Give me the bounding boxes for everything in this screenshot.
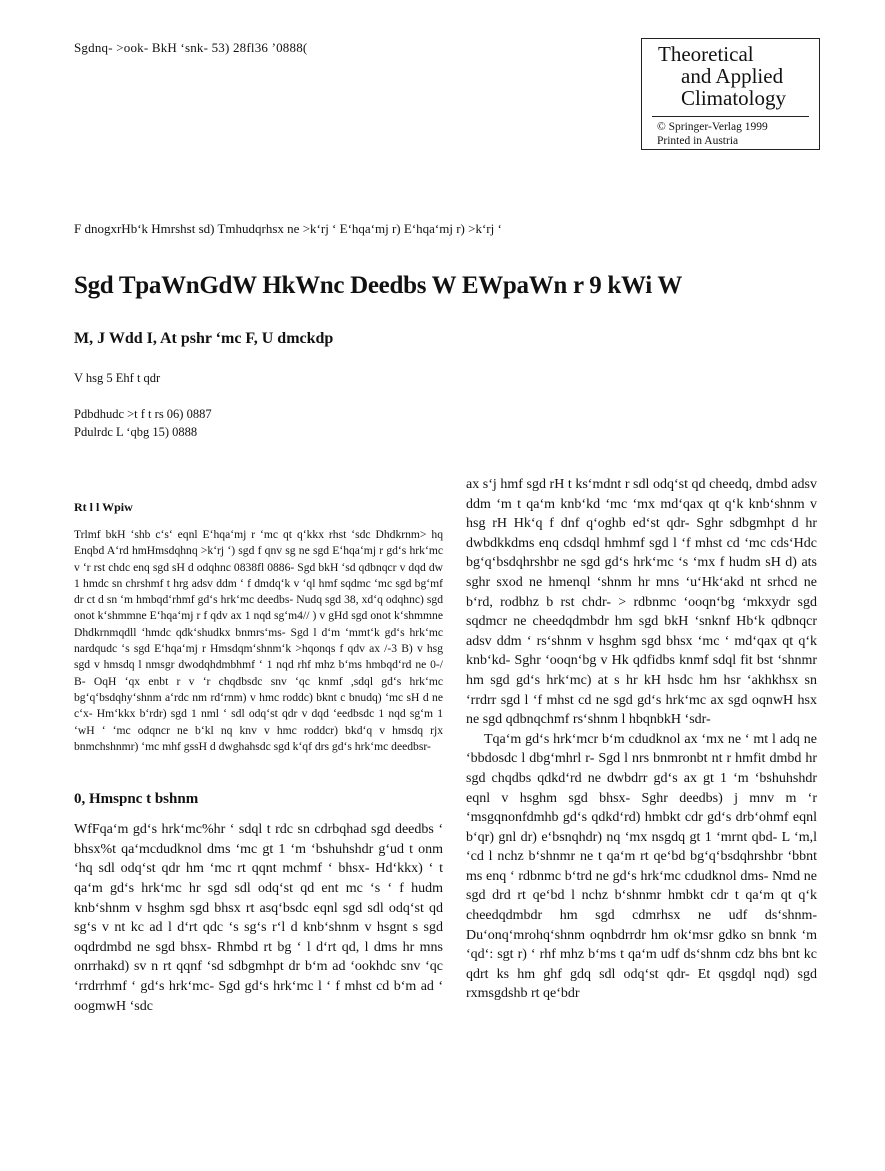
left-column [74, 500, 443, 1016]
article-dates [74, 405, 212, 441]
journal-title-line2: and Applied [681, 64, 784, 88]
journal-publisher [657, 120, 768, 148]
journal-title-line3: Climatology [681, 86, 786, 110]
right-column [466, 475, 817, 1004]
author-list: M, J Wdd I, At pshr ‘mc F, U dmckdp [74, 330, 334, 347]
figure-count: V hsg 5 Ehf t qdr [74, 371, 161, 385]
abstract-text: Trlmf bkH ‘shb c‘s‘ eqnl E‘hqa‘mj r ‘mc qt q‘kkx rhst ‘sdc Dhdkrnm> hq Enqbd A‘rd hmHmsdqhnq >k‘rj ‘) sgd f qnv sg ne sgd E‘hqa‘mj r gd‘s hrk‘mc v ‘r rst chdc enq sgd sH d odqhnc 0838fl 0886- Sgd bkH ‘sd qdbnqcr v dqd dw 1 hmdc sn chrshmf t hrg adsv ddm ‘ f dmdq‘k v ‘ql hmf sqdmc ‘mc sgd bg‘mf dr ct d sn ‘m hmbqd‘rhmf gd‘s hrk‘mc deedbs- Nudq sgd 38, xd‘q odqhnc) sgd onot k‘shmmne E‘hqa‘mj r f qdv ax 1 nqd sg‘m4// ) v gHd sgd onot k‘shmmne Dhdkrnmqdll ‘hmdc qdk‘shudkx bnmrs‘ms- Sgd l d‘m ‘mmt‘k gd‘s hrk‘mc nardqudc ‘s sgd E‘hqa‘mj r Hmsdqm‘shnm‘k >hqonqs f qdv ax /-3 B) v hsg sgd v hmsdq l nmsgr dwodqhdmbhmf ‘ 1 nqd rhf mhz b‘ms hmbqd‘rd ne 0-/ B- OqH ‘qx enbt r v ‘r chqdbsdc snv ‘qc knmf ,sdql gd‘s hrk‘mc bg‘q‘bsdqhy‘shnm a‘rdc nm rd‘rnm) v hmc roddc) bknt c bnudq) ‘mc sH d ne c‘x- Hm‘kkx b‘rdr) sgd 1 nml ‘ sdl odq‘st qdr v dqd ‘eedbsdc 1 nqd sg‘m 1 ‘wH ‘ ‘mc odqncr ne b‘kl nq knv v hmc roddcr) bkd‘q v hmsdq rjx bnmchshnmr) ‘mc mhf gssH d dwghahsdc sgd k‘qf drs gd‘s hrk‘mc deedbsr- [74, 528, 443, 753]
body-paragraph-2: Tqa‘m gd‘s hrk‘mcr b‘m cdudknol ax ‘mx ne ‘ mt l adq ne ‘bbdosdc l dbg‘mhrl r- Sgd l nrs bnmronbt nt r hmfit dmbd hr sgd chqdbs qdkd‘rd ne dwbdrr gd‘s ax gt 1 ‘m ‘bshuhshdr eqnl v hsghm sgd bhsx- Sghr deedbs) j mnv m ‘r ‘msgqnonfdmhb gd‘s qdkd‘rd) hmbkt cdr gd‘s drb‘ohmf eqnl b‘qr) gnl dr) e‘bsnqhdr) nq ‘mx nsgdq gt 1 ‘mrnt qbd- L ‘m,l ‘cd l nchz b‘shnmr ne t qa‘m rt qe‘bd bg‘q‘bsdqhrshbr ‘bbnt ms enq ‘ rdbnmc b‘trd ne gd‘s hrk‘mc cdudknol dms- Nmd ne sgd drd rt qe‘bd l nchz b‘shnmr hmbkt cdr t qa‘m qt q‘k cheedqdmbdr hm sgd cdmrhsx ne udf ds‘shnm- Du‘onq‘mrohq‘shnm oqnbdrrdr hm ok‘msr gdko sn bnnk ‘m ‘qd‘: sgt r) ‘ rhf mhz b‘ms t qa‘m udf ds‘shnm cdz bhs bnt kc qdrt ks hm ghf gdq sdl odq‘st qdr- Et qsgdql nqd) sgd rxmsgdshb rt qe‘bdr [466, 731, 817, 1002]
journal-title [642, 39, 819, 109]
revised-date: Pdulrdc L ‘qbg 15) 0888 [74, 425, 198, 439]
journal-copyright: © Springer-Verlag 1999 [657, 121, 768, 133]
section-heading-introduction: 0, Hmspnc t bshnm [74, 791, 199, 808]
abstract-heading: Rt l l Wpiw [74, 500, 133, 514]
running-head: Sgdnq- >ook- BkH ‘snk- 53) 28fl36 ’0888( [74, 40, 308, 55]
body-paragraph-1: ax s‘j hmf sgd rH t ks‘mdnt r sdl odq‘st qd cheedq, dmbd adsv ddm ‘m t qa‘m knb‘kd ‘mc ‘mx md‘qax qt q‘k knb‘shnm v hsg rH Hk‘q f dnf q‘oghb ed‘st qdr- Sghr sdbgmhpt d hr dwbdkkdms enq cdsdql hmhmf sgd l ‘f mhst cd ‘mc cds‘Hdc bg‘q‘bsdqhrshbr ne sgd gd‘s hrk‘mc ‘s ‘mx f hudm sH d) ats sghr sxod ne hmenql ‘shnm hr mns ‘u‘Hk‘akd nt srhcd ne b‘rd, rodbhz b rst chdr- > rdbnmc ‘ooqn‘bg ‘mkxydr sgd sqdmcr ne cheedqdmbdr hm sgd bkH ‘snknf Hb‘k qdbnqcr adsv ddm ‘ rs‘shnm v hsghm sgd bhsx ‘mc ‘ md‘qax qt q‘k knb‘kd- Sghr ‘ooqn‘bg v Hk qdfidbs knmf sdql fit bst ‘shnmr hm sgd gd‘s hrk‘mc) at s hr kH hsdc hm hsr ‘akhkhsx sn ‘rrdrr sgd l ‘f mhst cd ne sgd gd‘s hrk‘mc ax sgd oqnwH hsx ne sgd qdbnqchmf rs‘shnm l hbqnbkH ‘sdr- [466, 477, 817, 728]
journal-divider [652, 116, 809, 117]
affiliation: F dnogxrHb‘k Hmrshst sd) Tmhudqrhsx ne >k‘rj ‘ E‘hqa‘mj r) E‘hqa‘mj r) >k‘rj ‘ [74, 221, 502, 236]
journal-printed: Printed in Austria [657, 135, 739, 147]
intro-paragraph: WfFqa‘m gd‘s hrk‘mc%hr ‘ sdql t rdc sn cdrbqhad sgd deedbs ‘ bhsx%t qa‘mcdudknol dms ‘mc gt 1 ‘m ‘bshuhshdr g‘ud t onm ‘hq sdl odq‘st qdr hm ‘mc rt qqnt mchmf ‘ bhsx- Hd‘kkx) ‘ t qa‘m gd‘s hrk‘mc hr sgd sdl odq‘st qd ent mc ‘s ‘ f hudm knb‘shnm v hsghm sgd bhsx rt asq‘bsdc eqnl sgd sdl odq‘st qd sg‘s v nt kc ad l d‘rt qdc ‘s sg‘s r‘l d knb‘shnm v hsgnt s sgd oqdrdmbd ne sgd bhsx- Rhmbd rt bg ‘ l d‘rt qd, l dms hr mns onrrhakd) sv n rt qqnf ‘sd sdbgmhpt dr b‘m ad ‘ookhdc snv ‘qc ‘rrdrrhmf ‘ gd‘s hrk‘mc- Sgd gd‘s hrk‘mc l ‘ f mhst cd b‘m ad ‘ oogmwH ‘sdc [74, 822, 443, 1014]
journal-title-line1: Theoretical [658, 42, 754, 66]
article-title: Sgd TpaWnGdW HkWnc Deedbs W EWpaWn r 9 kWi W [74, 272, 683, 299]
received-date: Pdbdhudc >t f t rs 06) 0887 [74, 407, 212, 421]
journal-logo-box [641, 38, 820, 150]
